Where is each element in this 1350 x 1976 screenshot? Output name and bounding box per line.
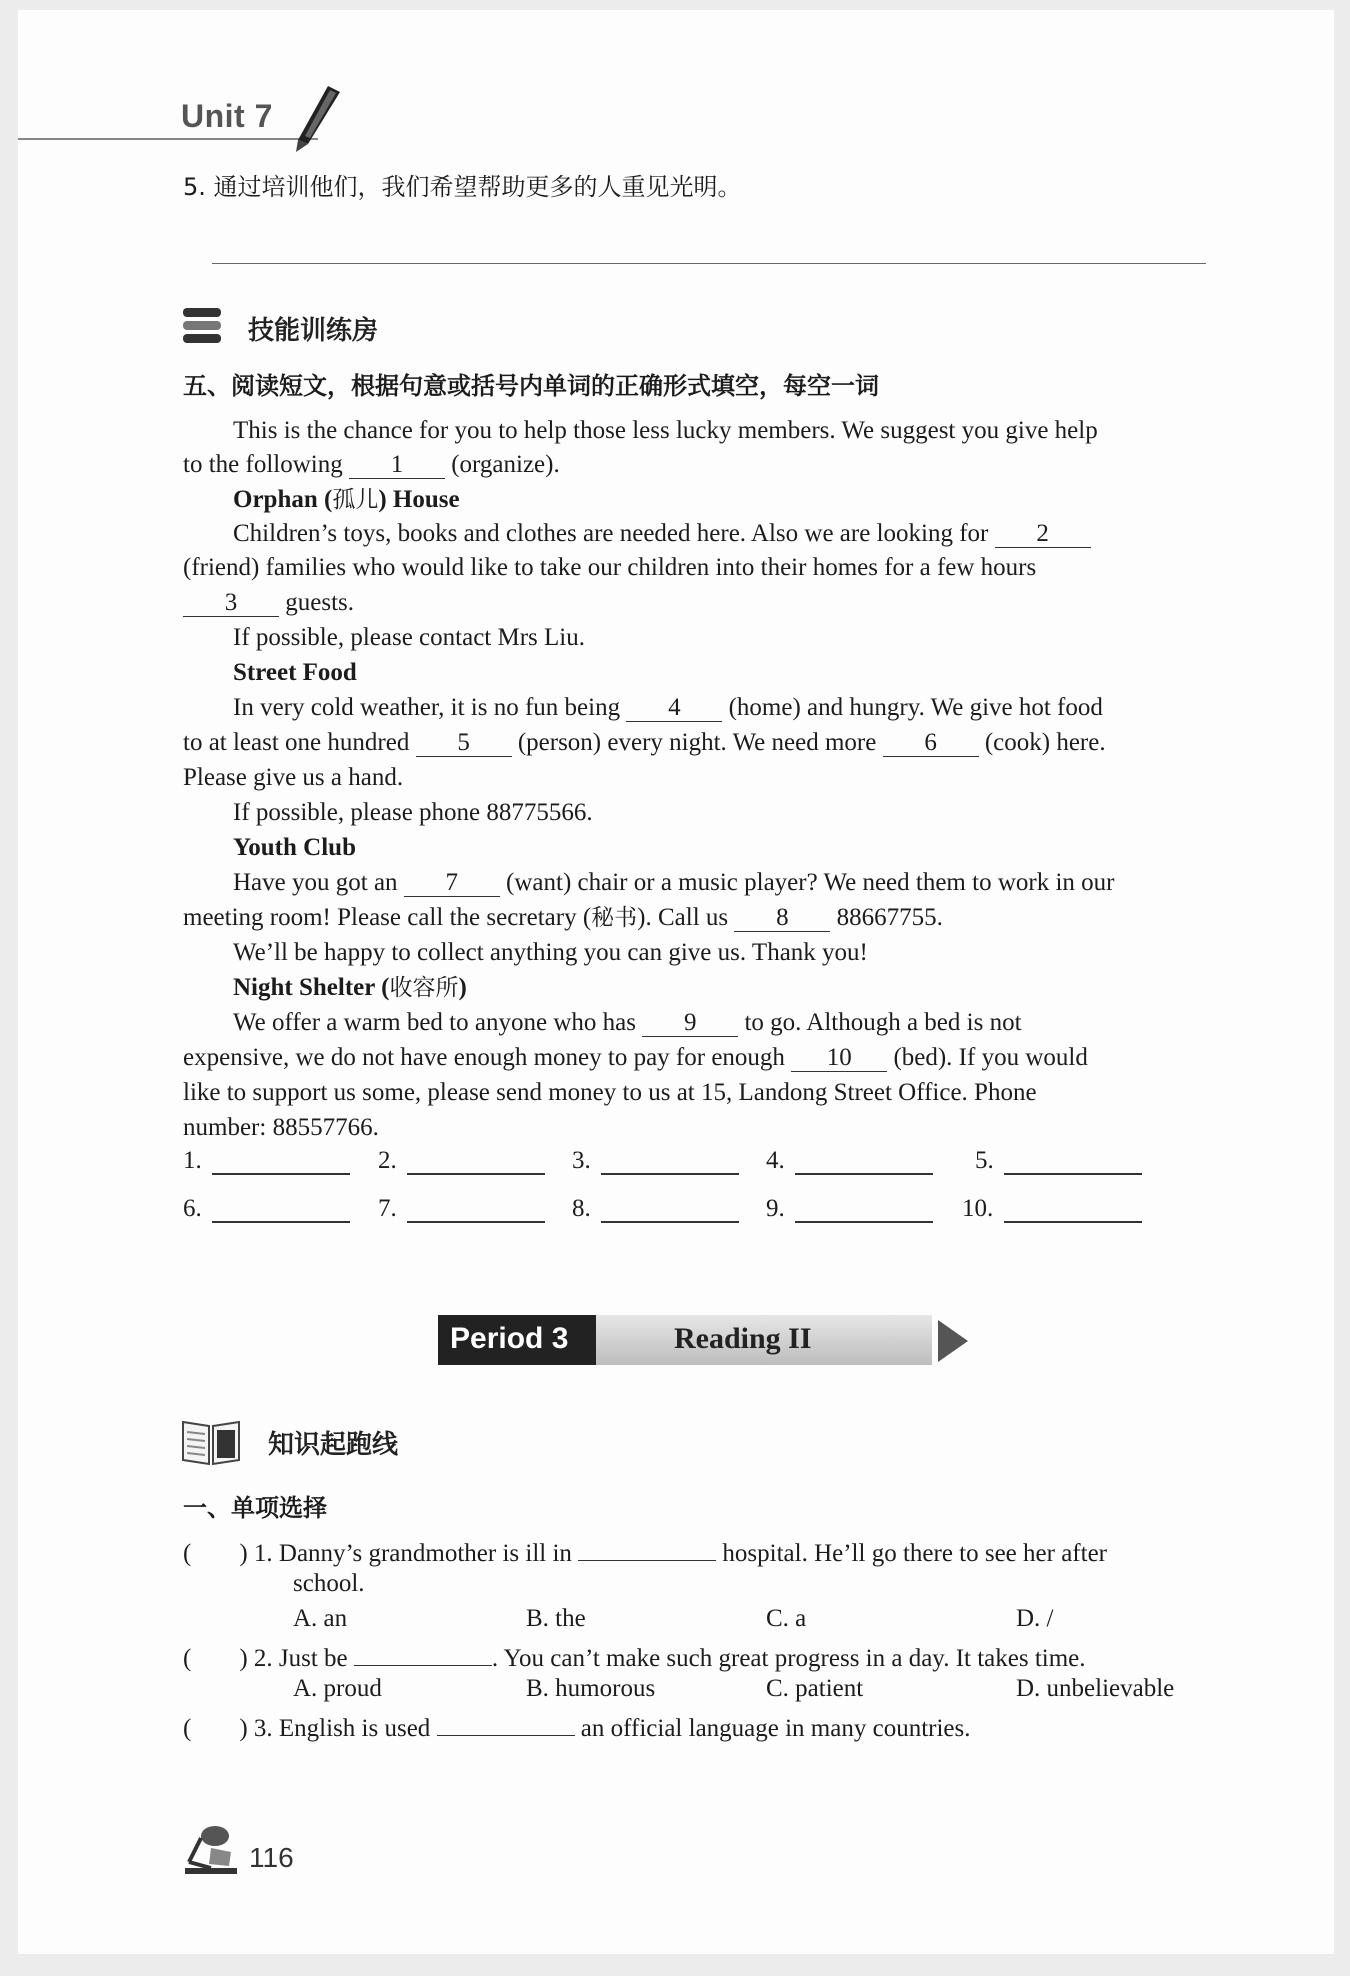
answer-label: 5. [975, 1147, 994, 1174]
knowledge-book-icon [181, 1418, 241, 1466]
passage-line: meeting room! Please call the secretary (秘书). Call us 8 88667755. [183, 904, 943, 931]
unit-title: Unit 7 [181, 98, 273, 134]
passage-line: If possible, please phone 88775566. [233, 799, 593, 826]
answer-label: 7. [378, 1195, 397, 1222]
answer-label: 4. [766, 1147, 785, 1174]
blank-9[interactable]: 9 [642, 1008, 738, 1037]
reading-label: Reading II [674, 1322, 812, 1355]
passage-line: like to support us some, please send money to us at 15, Landong Street Office. Phone [183, 1079, 1037, 1106]
mcq-3: ( ) 3. English is used an official language in many countries. [183, 1707, 970, 1746]
mcq-2-option-b[interactable]: B. humorous [526, 1675, 656, 1702]
period-label: Period 3 [450, 1322, 569, 1355]
answer-label: 2. [378, 1147, 397, 1174]
answer-blank[interactable] [601, 1173, 739, 1175]
passage-line: Please give us a hand. [183, 764, 404, 791]
section-title-skills: 技能训练房 [248, 316, 379, 346]
header-rule [18, 138, 318, 140]
blank-2[interactable]: 2 [995, 519, 1091, 548]
reading-lamp-icon [181, 1818, 243, 1880]
answer-label: 8. [572, 1195, 591, 1222]
passage-line: 3 guests. [183, 586, 354, 620]
page-number: 116 [249, 1842, 294, 1873]
passage-line: to at least one hundred 5 (person) every night. We need more 6 (cook) here. [183, 729, 1106, 756]
answer-blank[interactable] [1004, 1221, 1142, 1223]
mcq-paren[interactable]: ( [183, 1645, 192, 1672]
textbook-page [18, 10, 1334, 1954]
answer-blank[interactable] [212, 1173, 350, 1175]
answer-blank[interactable] [1004, 1173, 1142, 1175]
mcq-2-option-d[interactable]: D. unbelievable [1016, 1675, 1175, 1702]
blank-10[interactable]: 10 [791, 1043, 887, 1072]
passage-line: Children’s toys, books and clothes are needed here. Also we are looking for 2 [233, 517, 1091, 551]
answer-label: 3. [572, 1147, 591, 1174]
answer-label: 10. [962, 1195, 994, 1222]
subheading-night-shelter: Night Shelter (收容所) [233, 974, 467, 1001]
blank-3[interactable]: 3 [183, 588, 279, 617]
blank-4[interactable]: 4 [626, 693, 722, 722]
mcq-1-option-a[interactable]: A. an [293, 1605, 348, 1632]
passage-line: This is the chance for you to help those less lucky members. We suggest you give help [233, 417, 1098, 444]
passage-line: In very cold weather, it is no fun being 4 (home) and hungry. We give hot food [233, 694, 1103, 721]
play-arrow-icon [936, 1318, 970, 1364]
subheading-youth-club: Youth Club [233, 834, 356, 861]
answer-label: 1. [183, 1147, 202, 1174]
mcq-paren[interactable]: ( [183, 1540, 192, 1567]
passage-line: expensive, we do not have enough money to pay for enough 10 (bed). If you would [183, 1044, 1088, 1071]
subheading-orphan-house: Orphan (孤儿) House [233, 486, 460, 513]
passage-line: to the following 1 (organize). [183, 451, 560, 478]
passage-line: number: 88557766. [183, 1114, 379, 1141]
mcq-2-blank[interactable] [354, 1637, 492, 1666]
blank-8[interactable]: 8 [734, 903, 830, 932]
mcq-1-blank[interactable] [578, 1532, 716, 1561]
passage-line: If possible, please contact Mrs Liu. [233, 624, 585, 651]
answer-label: 6. [183, 1195, 202, 1222]
pen-icon [286, 82, 346, 154]
answer-label: 9. [766, 1195, 785, 1222]
passage-line: We’ll be happy to collect anything you can give us. Thank you! [233, 939, 868, 966]
answer-blank[interactable] [407, 1173, 545, 1175]
passage-line: (friend) families who would like to take our children into their homes for a few hours [183, 554, 1037, 581]
translation-question-5: 5. 通过培训他们，我们希望帮助更多的人重见光明。 [183, 173, 742, 201]
answer-blank[interactable] [795, 1173, 933, 1175]
mcq-3-blank[interactable] [437, 1707, 575, 1736]
subheading-street-food: Street Food [233, 659, 357, 686]
mcq-1-option-c[interactable]: C. a [766, 1605, 807, 1632]
answer-blank[interactable] [212, 1221, 350, 1223]
mcq-2: ( ) 2. Just be . You can’t make such great progress in a day. It takes time. [183, 1637, 1086, 1676]
blank-7[interactable]: 7 [404, 868, 500, 897]
mcq-paren[interactable]: ( [183, 1715, 192, 1742]
mcq-1-option-b[interactable]: B. the [526, 1605, 586, 1632]
mcq-2-option-a[interactable]: A. proud [293, 1675, 382, 1702]
mcq-1-option-d[interactable]: D. / [1016, 1605, 1054, 1632]
section-title-knowledge: 知识起跑线 [268, 1430, 399, 1460]
blank-1[interactable]: 1 [349, 450, 445, 479]
skills-section-icon [181, 306, 223, 346]
answer-blank[interactable] [601, 1221, 739, 1223]
mcq-1: ( ) 1. Danny’s grandmother is ill in hospital. He’ll go there to see her after [183, 1532, 1107, 1571]
task-heading-1: 一、单项选择 [183, 1494, 327, 1522]
answer-blank[interactable] [795, 1221, 933, 1223]
blank-6[interactable]: 6 [883, 728, 979, 757]
passage-line: We offer a warm bed to anyone who has 9 to go. Although a bed is not [233, 1009, 1022, 1036]
answer-line-q5[interactable] [212, 263, 1206, 264]
answer-blank[interactable] [407, 1221, 545, 1223]
blank-5[interactable]: 5 [416, 728, 512, 757]
mcq-2-option-c[interactable]: C. patient [766, 1675, 864, 1702]
task-heading-5: 五、阅读短文，根据句意或括号内单词的正确形式填空，每空一词 [183, 372, 879, 400]
passage-line: Have you got an 7 (want) chair or a music player? We need them to work in our [233, 869, 1115, 896]
mcq-1-continuation: school. [293, 1570, 365, 1597]
